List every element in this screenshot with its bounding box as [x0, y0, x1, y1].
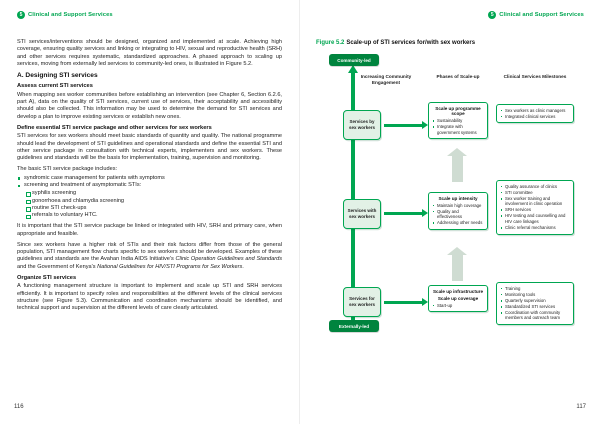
publication-title: National Guidelines for HIV/STI Programs for Sex Workers [97, 263, 243, 270]
figure-title: Scale-up of STI services for/with sex workers [346, 40, 476, 46]
publication-title: Clinic Operation Guidelines and Standards [175, 256, 282, 263]
milestone-list [500, 286, 570, 321]
milestone-item: HIV testing and counselling and HIV care linkages [500, 213, 570, 224]
page-header-left [17, 11, 113, 19]
up-arrow-icon [452, 156, 463, 182]
milestones-box-bottom [496, 282, 574, 325]
chapter-title: Clinical and Support Services [499, 12, 584, 18]
milestone-list [500, 108, 570, 120]
externally-led-label: Externally-led [329, 320, 379, 332]
phase-bullet: Maintain high coverage [432, 203, 484, 208]
phase-bullet-list [432, 203, 484, 226]
bullet-item: screening and treatment of asymptomatic STIs: [17, 182, 282, 189]
chapter-badge-icon: 5 [488, 11, 496, 19]
milestone-item: STI committee [500, 190, 570, 195]
paragraph-intro: STI services/interventions should be designed, organized and implemented at scale. Achieving high coverage, ensuring quality services and linking or integrating to HIV, sexual and reproductive health (SRH) and other services requires systematic, standardized approaches. A phased approach to scaling up services, moving from externally led services to community-led ones, is illustrated in Figure 5.2. [17, 39, 282, 68]
list-intro: The basic STI service package includes: [17, 166, 118, 173]
milestone-item: Coordination with community members and outreach team [500, 310, 570, 321]
chapter-title: Clinical and Support Services [28, 12, 113, 18]
milestone-item: SRH services [500, 207, 570, 212]
phase-bullet: Quality and effectiveness [432, 209, 484, 220]
paragraph-organize: A functioning management structure is important to implement and scale up STI and SRH services efficiently. It is important to specify roles and responsibilities at the different levels of the clinical services structure (see Figure 5.3). Communication and coordination mechanisms should be identified, and technical support and supervision at the different levels of care clearly articulated. [17, 283, 282, 312]
phase-bullet: Addressing other needs [432, 220, 484, 225]
phase-bullet: Sustainability [432, 118, 484, 123]
service-box-with-sex-workers: Services with sex workers [343, 199, 381, 229]
phase-box-programme-scope [428, 102, 488, 139]
sub-bullet-item: syphilis screening [25, 190, 282, 197]
milestone-item: Sex workers as clinic managers [500, 108, 570, 113]
figure-caption [316, 40, 475, 46]
page-number-left: 116 [14, 404, 24, 410]
package-sub-bullet-list [25, 190, 282, 220]
bullet-item: syndromic case management for patients with symptoms [17, 175, 282, 182]
subheading-assess: Assess current STI services [17, 83, 93, 90]
text-run: Since sex workers have a higher risk of STIs and their risk factors differ from those of the general population, STI management flow charts specific to sex workers should be developed. Examples of these guidelines and standards are the Avahan India AIDS Initiative's [17, 241, 282, 263]
paragraph-define: STI services for sex workers should meet basic standards of quantity and quality. The national programme should lead the development of STI guidelines and operational standards and define the essential STI and other service package in consultation with technical experts, implementers and sex workers. These guidelines and standards will be the basis for implementation, training, supervision and monitoring. [17, 133, 282, 162]
milestone-item: Monitoring tools [500, 292, 570, 297]
column-header-engagement: Increasing Community Engagement [360, 74, 412, 85]
milestone-list [500, 184, 570, 231]
column-header-milestones: Clinical Services Milestones [503, 74, 567, 79]
milestones-box-middle [496, 180, 574, 235]
phase-bullet-list [432, 118, 484, 135]
milestones-box-top [496, 104, 574, 123]
milestone-item: Integrated clinical services [500, 114, 570, 119]
phase-title: Scale up infrastructure [432, 288, 484, 294]
right-arrow-icon [384, 212, 422, 215]
paragraph-assess: When mapping sex worker communities before establishing an intervention (see Chapter 6, Section 6.2.6, part A), data on the quality of STI services, current use of services, their acceptability and accessibility should also be collected. This information may be used to determine the demand for STI services and develop a plan to improve existing services or establish new ones. [17, 91, 282, 120]
paragraph-guidelines [17, 242, 282, 272]
column-header-phases: Phases of Scale-up [436, 74, 480, 79]
right-arrow-icon [384, 124, 422, 127]
subheading-organize: Organize STI services [17, 274, 77, 281]
page-header-right [488, 11, 584, 19]
phase-bullet-list [432, 303, 484, 308]
milestone-item: Sex worker training and involvement in clinic operation [500, 196, 570, 207]
community-led-label: Community-led [329, 54, 379, 66]
sub-bullet-item: routine STI check-ups [25, 205, 282, 212]
paragraph-linkage: It is important that the STI service package be linked or integrated with HIV, SRH and primary care, when appropriate and feasible. [17, 223, 282, 237]
phase-title: Scale up programme scope [435, 105, 481, 116]
sub-bullet-item: gonorrhoea and chlamydia screening [25, 198, 282, 205]
page-number-right: 117 [576, 404, 586, 410]
milestone-item: Training [500, 286, 570, 291]
chapter-badge-icon: 5 [17, 11, 25, 19]
figure-5-2-diagram [316, 52, 586, 347]
page-right [300, 0, 600, 424]
milestone-item: Clinic referral mechanisms [500, 225, 570, 230]
milestone-item: Standardized STI services [500, 304, 570, 309]
phase-bullet: Integrate with government systems [432, 124, 484, 135]
figure-label: Figure 5.2 [316, 40, 345, 46]
phase-bullet: Start-up [432, 303, 484, 308]
up-arrow-icon [452, 255, 463, 281]
phase-title: Scale up intensity [438, 195, 478, 201]
phase-box-intensity [428, 192, 488, 230]
subheading-define: Define essential STI service package and other services for sex workers [17, 124, 212, 131]
service-box-for-sex-workers: Services for sex workers [343, 287, 381, 317]
service-box-by-sex-workers: Services by sex workers [343, 110, 381, 140]
text-run: . [242, 263, 244, 270]
milestone-item: Quality assurance of clinics [500, 184, 570, 189]
body-text [17, 39, 282, 316]
text-run: and the Government of Kenya's [17, 263, 98, 270]
section-heading-designing: A. Designing STI services [17, 72, 98, 79]
milestone-item: Quarterly supervision [500, 298, 570, 303]
phase-title-line2: Scale up coverage [437, 295, 479, 301]
sub-bullet-item: referrals to voluntary HTC. [25, 212, 282, 219]
right-arrow-icon [384, 301, 422, 304]
phase-box-infrastructure [428, 285, 488, 312]
package-bullet-list [17, 175, 282, 190]
